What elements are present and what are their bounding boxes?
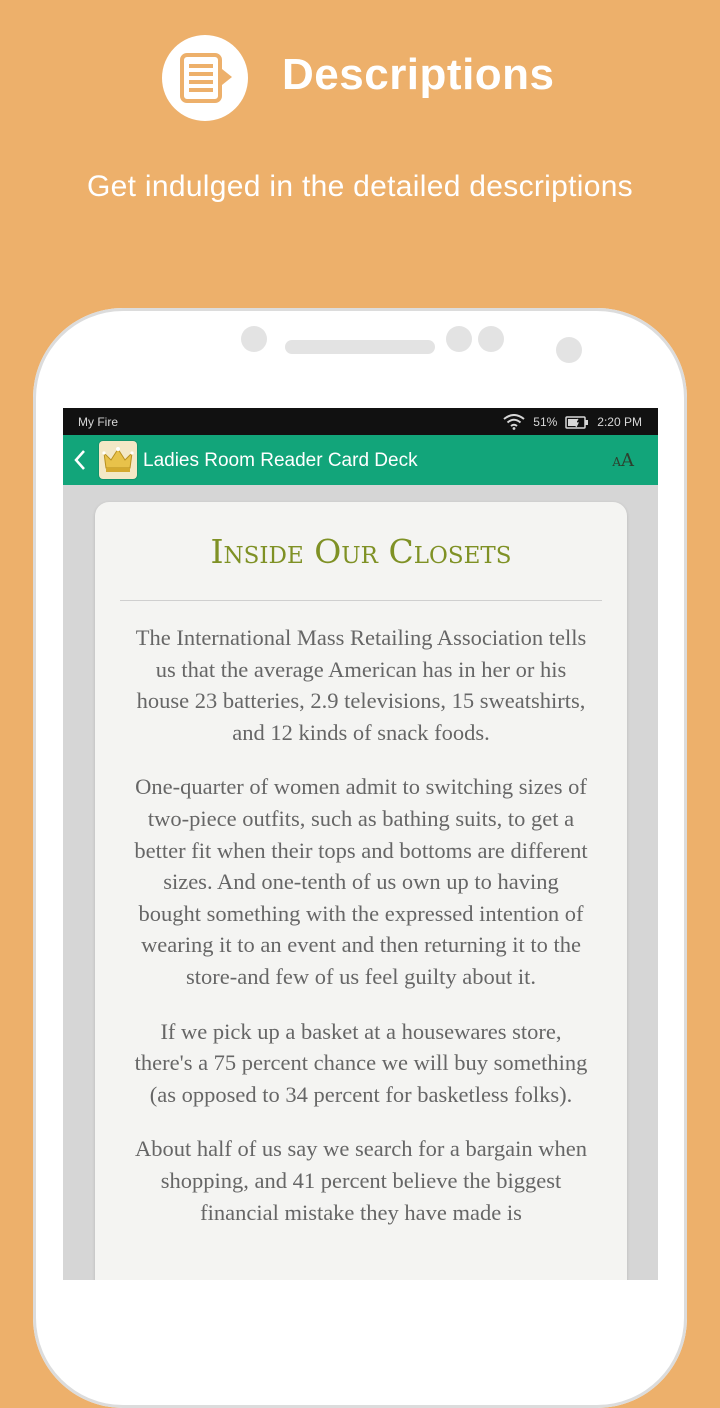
battery-percent: 51% [533, 415, 558, 429]
promo-subtitle: Get indulged in the detailed descriptions [87, 170, 633, 203]
document-icon [162, 35, 248, 121]
carrier-label: My Fire [78, 415, 118, 429]
phone-speaker [285, 340, 435, 354]
font-size-big-glyph: A [621, 450, 634, 471]
font-size-small-glyph: A [612, 455, 621, 469]
promo-title: Descriptions [282, 50, 555, 99]
promo-header [0, 0, 720, 260]
device-screen [63, 408, 658, 1280]
phone-sensor [478, 326, 504, 352]
font-size-icon[interactable] [612, 450, 634, 471]
app-title: Ladies Room Reader Card Deck [143, 450, 418, 471]
status-time: 2:20 PM [597, 415, 642, 429]
card-body [131, 622, 591, 1251]
paragraph: One-quarter of women admit to switching sizes of two-piece outfits, such as bathing suits, to get a better fit when their tops and bottoms are different sizes. And one-tenth of us own up to having bought something with the expressed intention of wearing it to an event and then returning it to the store-and few of us feel guilty about it. [134, 774, 588, 989]
title-divider [120, 600, 602, 601]
paragraph: The International Mass Retailing Association tells us that the average American has in her or his house 23 batteries, 2.9 televisions, 15 sweatshirts, and 12 kinds of snack foods. [135, 625, 587, 745]
status-bar [63, 408, 658, 435]
battery-icon [565, 416, 589, 429]
wifi-icon [503, 414, 525, 430]
paragraph: If we pick up a basket at a housewares store, there's a 75 percent chance we will buy something (as opposed to 34 percent for basketless folks). [134, 1018, 588, 1107]
description-card [95, 502, 627, 1280]
crown-icon [99, 441, 137, 479]
card-title: Inside Our Closets [210, 532, 512, 571]
phone-sensor [446, 326, 472, 352]
paragraph: About half of us say we search for a bargain when shopping, and 41 percent believe the biggest financial mistake they have made is [135, 1136, 587, 1225]
chevron-left-icon[interactable] [73, 449, 87, 476]
phone-sensor [556, 337, 582, 363]
app-bar [63, 435, 658, 485]
phone-front-camera [241, 326, 267, 352]
